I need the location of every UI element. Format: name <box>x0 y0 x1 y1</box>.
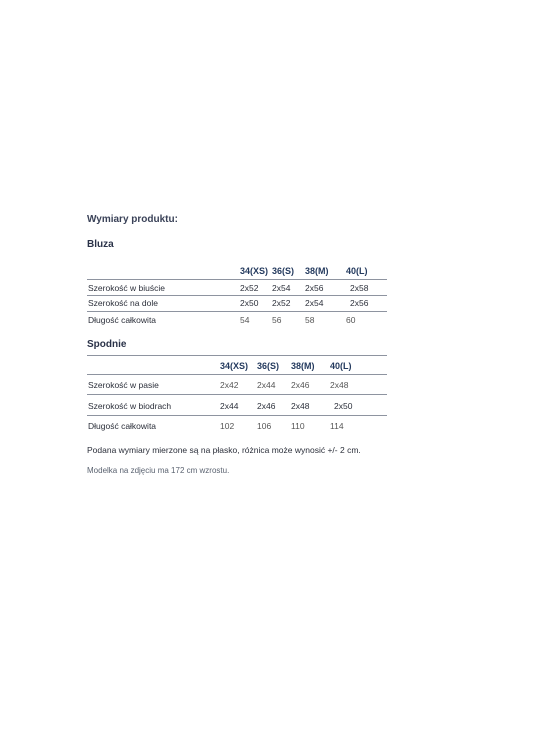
table-divider <box>87 394 387 395</box>
size-header: 36(S) <box>257 361 280 371</box>
size-header: 34(XS) <box>220 361 249 371</box>
size-header: 40(L) <box>330 361 352 371</box>
cell-value: 2x44 <box>220 401 239 411</box>
cell-value: 2x54 <box>305 298 324 308</box>
table-divider <box>87 311 387 312</box>
cell-value: 2x48 <box>330 380 349 390</box>
cell-value: 2x46 <box>257 401 276 411</box>
cell-value: 2x52 <box>272 298 291 308</box>
cell-value: 2x46 <box>291 380 310 390</box>
page-heading: Wymiary produktu: <box>87 214 178 225</box>
cell-value: 2x50 <box>334 401 353 411</box>
cell-value: 114 <box>330 421 344 431</box>
cell-value: 56 <box>272 315 282 325</box>
table-divider <box>87 279 387 280</box>
model-height-note: Modelka na zdjęciu ma 172 cm wzrostu. <box>87 466 230 475</box>
cell-value: 2x54 <box>272 283 291 293</box>
cell-value: 54 <box>240 315 250 325</box>
row-label: Długość całkowita <box>88 421 157 431</box>
cell-value: 2x58 <box>350 283 369 293</box>
cell-value: 2x48 <box>291 401 310 411</box>
table-divider <box>87 355 387 356</box>
cell-value: 58 <box>305 315 315 325</box>
cell-value: 2x50 <box>240 298 259 308</box>
cell-value: 60 <box>346 315 356 325</box>
cell-value: 110 <box>291 421 305 431</box>
row-label: Długość całkowita <box>88 315 157 325</box>
cell-value: 2x52 <box>240 283 259 293</box>
size-header: 34(XS) <box>240 266 269 276</box>
measurement-note: Podana wymiary mierzone są na płasko, różnica może wynosić +/- 2 cm. <box>87 445 361 455</box>
section-title-bluza: Bluza <box>87 239 114 250</box>
table-divider <box>87 415 387 416</box>
size-header: 38(M) <box>305 266 329 276</box>
row-label: Szerokość w pasie <box>88 380 159 390</box>
row-label: Szerokość w biuście <box>88 283 166 293</box>
cell-value: 2x56 <box>350 298 369 308</box>
cell-value: 102 <box>220 421 235 431</box>
section-title-spodnie: Spodnie <box>87 339 127 350</box>
size-header: 40(L) <box>346 266 368 276</box>
table-divider <box>87 374 387 375</box>
cell-value: 106 <box>257 421 272 431</box>
size-header: 36(S) <box>272 266 295 276</box>
size-header: 38(M) <box>291 361 315 371</box>
cell-value: 2x44 <box>257 380 276 390</box>
row-label: Szerokość w biodrach <box>88 401 172 411</box>
row-label: Szerokość na dole <box>88 298 158 308</box>
cell-value: 2x42 <box>220 380 239 390</box>
cell-value: 2x56 <box>305 283 324 293</box>
table-divider <box>87 295 387 296</box>
